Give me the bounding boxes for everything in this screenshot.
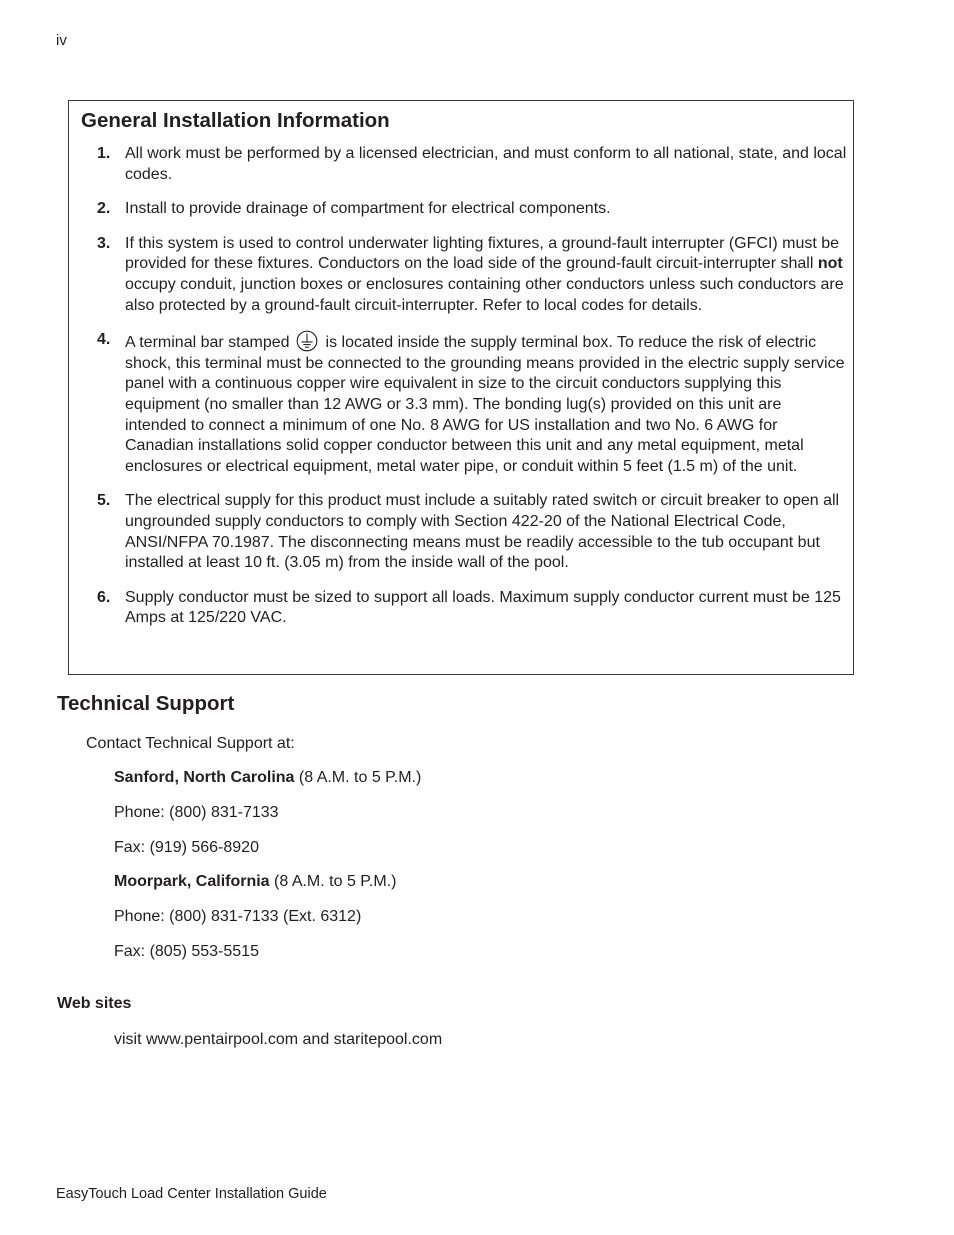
technical-support-title: Technical Support <box>57 692 235 715</box>
location-name: Sanford, North Carolina <box>114 769 295 786</box>
item-text: The electrical supply for this product must include a suitably rated switch or circuit breaker to open all ungrounded supply conductors to comply with Section 422-20 of the National Electrical Code, ANSI/NFPA 70.1987. The disconnecting means must be readily accessible to the tub occupant but installed at least 10 ft. (3.05 m) from the inside wall of the pool. <box>125 492 840 572</box>
page-number: iv <box>56 32 67 49</box>
item-number: 3. <box>97 234 111 252</box>
item-text-after: occupy conduit, junction boxes or enclosures containing other conductors unless such conductors are also protected by a ground-fault circuit-interrupter. Refer to local codes for details. <box>125 275 844 314</box>
list-item <box>97 491 847 573</box>
item-number: 6. <box>97 588 111 606</box>
item-number: 2. <box>97 200 111 218</box>
item-text <box>125 334 845 475</box>
item-text-bold: not <box>817 255 843 273</box>
list-item <box>97 330 847 477</box>
moorpark-location <box>114 873 421 908</box>
location-name: Moorpark, California <box>114 873 270 891</box>
list-item <box>97 234 847 316</box>
footer-title: EasyTouch Load Center Installation Guide <box>56 1186 327 1202</box>
list-item <box>97 144 847 185</box>
item-number: 1. <box>97 145 111 162</box>
item-text-before: A terminal bar stamped <box>125 334 290 352</box>
item-number: 4. <box>97 331 111 349</box>
item-text-before: If this system is used to control underwater lighting fixtures, a ground-fault interrupter (GFCI) must be provided for these fixtures. Conductors on the load side of the ground-fault circuit-interrupter shall <box>125 234 840 273</box>
location-hours: (8 A.M. to 5 P.M.) <box>294 769 422 786</box>
moorpark-fax: Fax: (805) 553-5515 <box>114 942 259 960</box>
item-text: Supply conductor must be sized to support all loads. Maximum supply conductor current must be 125 Amps at 125/220 VAC. <box>125 588 841 627</box>
web-sites-title: Web sites <box>57 995 132 1012</box>
item-text: All work must be performed by a licensed electrician, and must conform to all national, state, and local codes. <box>125 145 847 183</box>
location-hours: (8 A.M. to 5 P.M.) <box>269 873 397 891</box>
contact-intro: Contact Technical Support at: <box>86 735 295 752</box>
installation-list <box>97 144 847 643</box>
list-item <box>97 588 847 629</box>
contact-list <box>114 769 421 978</box>
sanford-phone: Phone: (800) 831-7133 <box>114 803 279 821</box>
item-text <box>125 235 844 314</box>
item-text: Install to provide drainage of compartment for electrical components. <box>125 200 611 218</box>
general-installation-box <box>68 100 854 675</box>
sanford-location <box>114 769 421 804</box>
web-sites-text: visit www.pentairpool.com and staritepool.com <box>114 1031 443 1048</box>
item-text-after: is located inside the supply terminal box. To reduce the risk of electric shock, this terminal must be connected to the grounding means provided in the electric supply service panel with a continuous copper wire equivalent in size to the circuit conductors supplying this equipment (no smaller than 12 AWG or 3.3 mm). The bonding lug(s) provided on this unit are intended to connect a minimum of one No. 8 AWG for US installation and two No. 6 AWG for Canadian installations solid copper conductor between this unit and any metal equipment, metal enclosures or electrical equipment, metal water pipe, or conduit within 5 feet (1.5 m) of the unit. <box>125 334 845 475</box>
moorpark-phone: Phone: (800) 831-7133 (Ext. 6312) <box>114 908 362 926</box>
general-installation-title: General Installation Information <box>81 109 390 132</box>
sanford-fax: Fax: (919) 566-8920 <box>114 838 259 856</box>
ground-symbol-icon <box>296 330 318 352</box>
list-item <box>97 199 847 220</box>
item-number: 5. <box>97 492 111 510</box>
